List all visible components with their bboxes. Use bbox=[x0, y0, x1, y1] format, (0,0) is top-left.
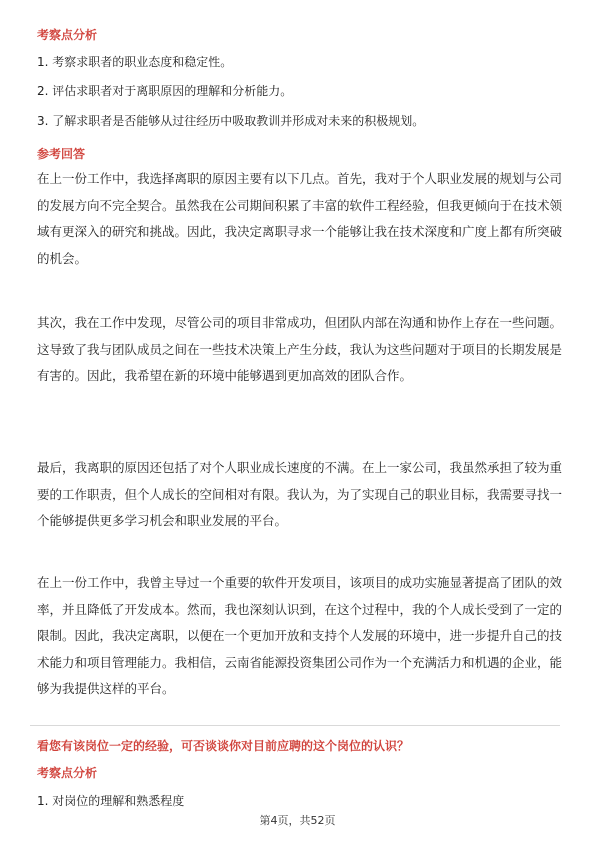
section-heading-analysis: 考察点分析 bbox=[37, 766, 98, 780]
section-divider bbox=[30, 725, 560, 726]
list-item: 3. 了解求职者是否能够从过往经历中吸取教训并形成对未来的积极规划。 bbox=[37, 114, 425, 128]
answer-paragraph: 在上一份工作中，我曾主导过一个重要的软件开发项目，该项目的成功实施显著提高了团队的效率，并且降低了开发成本。然而，我也深刻认识到，在这个过程中，我的个人成长受到了一定的限制。因此，我决定离职，以便在一个更加开放和支持个人发展的环境中，进一步提升自己的技术能力和项目管理能力。我相信，云南省能源投资集团公司作为一个充满活力和机遇的企业，能够为我提供这样的平台。 bbox=[37, 575, 563, 696]
answer-paragraph: 在上一份工作中，我选择离职的原因主要有以下几点。首先，我对于个人职业发展的规划与公司的发展方向不完全契合。虽然我在公司期间积累了丰富的软件工程经验，但我更倾向于在技术领域有更深入的研究和挑战。因此，我决定离职寻求一个能够让我在技术深度和广度上都有所突破的机会。 bbox=[37, 171, 563, 266]
list-item: 1. 考察求职者的职业态度和稳定性。 bbox=[37, 55, 233, 69]
interview-question: 看您有该岗位一定的经验，可否谈谈你对目前应聘的这个岗位的认识？ bbox=[37, 739, 410, 753]
answer-paragraph: 其次，我在工作中发现，尽管公司的项目非常成功，但团队内部在沟通和协作上存在一些问题。这导致了我与团队成员之间在一些技术决策上产生分歧，我认为这些问题对于项目的长期发展是有害的。因此，我希望在新的环境中能够遇到更加高效的团队合作。 bbox=[37, 315, 563, 383]
list-item: 2. 评估求职者对于离职原因的理解和分析能力。 bbox=[37, 84, 293, 98]
answer-paragraph: 最后，我离职的原因还包括了对个人职业成长速度的不满。在上一家公司，我虽然承担了较为重要的工作职责，但个人成长的空间相对有限。我认为，为了实现自己的职业目标，我需要寻找一个能够提供更多学习机会和职业发展的平台。 bbox=[37, 460, 563, 528]
section-heading-answer: 参考回答 bbox=[37, 147, 86, 161]
list-item: 1. 对岗位的理解和熟悉程度 bbox=[37, 794, 185, 808]
section-heading-analysis: 考察点分析 bbox=[37, 28, 98, 42]
page-number: 第4页，共52页 bbox=[259, 814, 336, 827]
